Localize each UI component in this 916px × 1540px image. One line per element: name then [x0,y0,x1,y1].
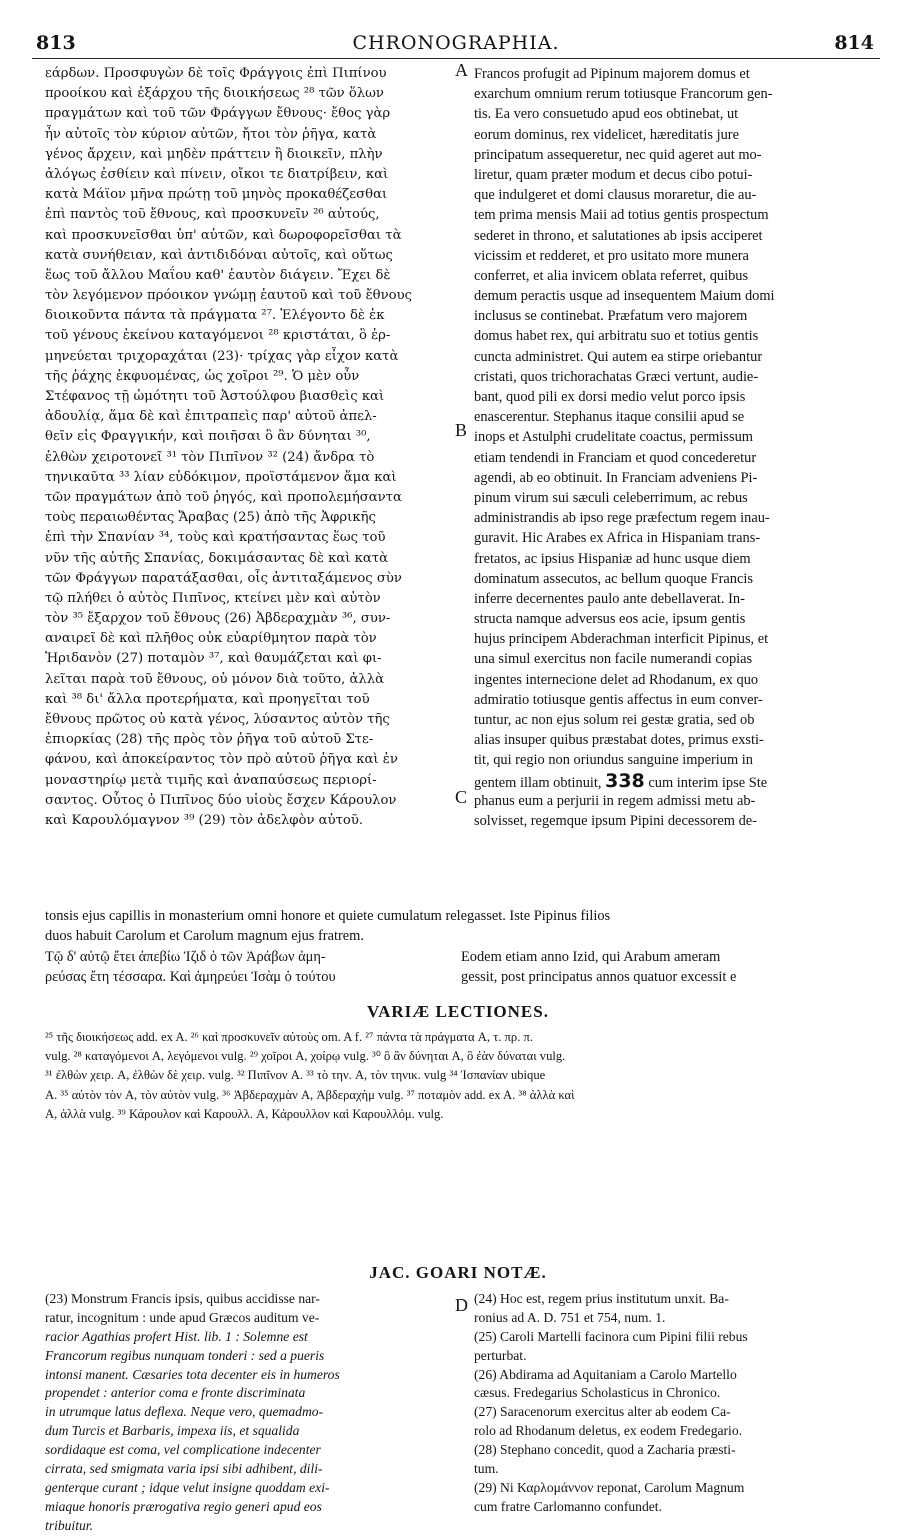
greek-text-line: ἀδουλίᾳ, ἅμα δὲ καὶ ἐπιτραπεὶς παρ' αὐτοῦ ἀπελ- [45,409,377,425]
greek-text-line: τοὺς περαιωθέντας Ἄραβας (25) ἀπὸ τῆς Ἀφρικῆς [45,510,376,526]
latin-text-line: tis. Ea vero consuetudo apud eos obtinebat, ut [474,106,739,123]
greek-text-line: καὶ ³⁸ δι' ἄλλα προτερήματα, καὶ προηγεῖται τοῦ [45,691,370,707]
latin-text-line: solvisset, regemque ipsum Pipini decessorem de- [474,812,757,829]
greek-text-line: ἀλόγως ἐσθίειν καὶ πίνειν, οἴκοι τε διατρίβειν, καὶ [45,166,389,182]
greek-text-line: τῶν Φράγγων παρατάξασθαι, οἷς ἀντιταξάμενος σὺν [45,570,402,586]
greek-text-line: τοῦ γένους ἐκείνου καταγόμενοι ²⁸ κριστάται, ὃ ἑρ- [45,328,391,344]
latin-text-line: eorum dominus, rex videlicet, hæreditatis jure [474,126,739,143]
running-head [32,28,880,59]
latin-text-line: domus habet rex, qui arbitratu suo et totius gentis [474,328,759,345]
greek-text-line: τὸν ³⁵ ἔξαρχον τοῦ ἔθνους (26) Ἀβδεραχμὰν ³⁶, συν- [45,611,391,627]
page-number-right: 814 [834,32,874,54]
greek-text-line: ἕως τοῦ ἄλλου Μαΐου καθ' ἑαυτὸν διάγειν. Ἔχει δὲ [45,267,391,283]
note-line: in utrumque latus deflexa. Neque vero, quemadmo- [45,1404,324,1420]
note-line: cirrata, sed smigmata varia ipsi sibi adhibent, dili- [45,1461,323,1477]
latin-text-line: una simul exercitus non facile numerandi copias [474,651,753,668]
note-line: Francorum regibus nunquam tonderi : sed a pueris [45,1347,325,1363]
note-line: racior Agathias profert Hist. lib. 1 : Solemne est [45,1328,308,1344]
greek-text-line: θεῖν εἰς Φραγγικήν, καὶ ποιῆσαι ὃ ἂν δύνηται ³⁰, [45,429,371,445]
note-line: cum fratre Carlomanno confundet. [474,1498,662,1514]
note-line: tum. [474,1461,499,1477]
variant-reading-line: vulg. ²⁸ καταγόμενοι A, λεγόμενοι vulg. ²⁹ χοῖροι A, χοίρῳ vulg. ³⁰ ὃ ἂν δύνηται A, ὃ ἐὰν δύναται vulg. [45,1049,566,1064]
latin-text-line: cristati, quos trichorachatas Græci vertunt, audie- [474,368,759,385]
full-width-line: duos habuit Carolum et Carolum magnum ejus fratrem. [45,928,364,944]
greek-text-line: εάρδων. Προσφυγὼν δὲ τοῖς Φράγγοις ἐπὶ Πιπίνου [45,66,387,81]
variant-reading-line: A. ³⁵ αὐτὸν τὸν A, τὸν αὐτὸν vulg. ³⁶ Ἀβδεραχμὰν A, Ἀβδεραχὴμ vulg. ³⁷ ποταμὸν add. ex A. ³⁸ ἀλλὰ καὶ [45,1087,575,1102]
page-number-left: 813 [36,32,76,54]
latin-text-line: dominatum assecutos, ac bellum quoque Francis [474,570,753,587]
greek-text-line: γένος ἄρχειν, καὶ μηδὲν πράττειν ἢ διοικεῖν, πλὴν [45,146,383,162]
latin-text-line: que indulgeret et domi clausus moraretur, die au- [474,187,757,204]
latin-text-line: admiratio totiusque gentis affectus in eum conver- [474,691,763,708]
continuation-block [45,947,881,987]
latin-text-line: structa namque adversus eos acie, ipsum gentis [474,611,746,628]
latin-text-line: vicissim et redderet, et pro usitato more munera [474,247,749,264]
greek-text-line: Ἠριδανὸν (27) ποταμὸν ³⁷, καὶ θαυμάζεται καὶ φι- [45,651,382,667]
latin-text-line: demum peractis usque ad insequentem Maium domi [474,288,775,305]
latin-text-line: tit, qui regio non oriundus sanguine imperium in [474,752,753,769]
note-line: rolo ad Rhodanum deletus, ex eodem Fredegario. [474,1423,743,1439]
latin-text-line: agendi, ab eo obtinuit. In Franciam adveniens Pi- [474,469,758,486]
full-width-line: tonsis ejus capillis in monasterium omni honore et quiete cumulatum relegasset. Iste Pipinus filios [45,908,611,924]
note-line: intonsi manent. Cæsaries tota decenter eis in humeros [45,1366,340,1382]
greek-text-line: λεῖται παρὰ τοῦ ἔθνους, οὐ μόνον διὰ τοῦτο, ἀλλὰ [45,671,384,687]
variant-reading-line: A, ἀλλὰ vulg. ³⁹ Κάρουλον καὶ Καρουλλ. A, Κάρουλλον καὶ Καρουλλόμ. vulg. [45,1106,444,1121]
latin-text-line: etiam tendendi in Franciam et quod concederetur [474,449,757,466]
greek-text-line: ἦν αὐτοῖς τὸν κύριον αὐτῶν, ἤτοι τὸν ῥῆγα, κατὰ [45,126,377,142]
latin-text-line: ingentes internecione delet ad Rhodanum, ex quo [474,671,759,688]
notes-heading: JAC. GOARI NOTÆ. [369,1263,547,1282]
greek-tail-line: Τῷ δ' αὐτῷ ἔτει ἀπεβίω Ἰζιδ ὁ τῶν Ἀράβων ἀμη- [45,949,326,965]
note-line: sordidaque est coma, vel complicatione indecenter [45,1442,321,1458]
note-line: ratur, incognitum : unde apud Græcos auditum ve- [45,1309,320,1325]
note-line: miaque honoris prærogativa regio generi apud eos [45,1498,322,1514]
greek-text-line: τῷ πλήθει ὁ αὐτὸς Πιπῖνος, κτείνει μὲν καὶ αὐτὸν [45,590,381,606]
latin-text-line: administrandis ab ipso rege præfectum regem inau- [474,510,770,527]
note-line: propendet : anterior coma e fronte discriminata [45,1385,306,1401]
greek-tail-line: ρεύσας ἔτη τέσσαρα. Καὶ ἀμηρεύει Ἰσὰμ ὁ τούτου [45,969,336,985]
latin-tail-line: Eodem etiam anno Izid, qui Arabum ameram [461,949,721,965]
note-line: (26) Abdirama ad Aquitaniam a Carolo Martello [474,1366,737,1382]
latin-text-column [474,64,881,831]
greek-text-line: κατὰ συνήθειαν, καὶ ἀντιδιδόναι αὐτοῖς, καὶ οὕτως [45,247,393,263]
column-marker-a: A [455,60,468,80]
variant-reading-line: ³¹ ἐλθὼν χειρ. A, ἐλθὼν δὲ χειρ. vulg. ³² Πιπῖνον A. ³³ τὸ την. A, τὸν τηνικ. vulg ³⁴ Ἰσπανίαν ubique [45,1068,546,1083]
notes-left-column [45,1290,455,1536]
greek-text-line: μηνεύεται τριχοραχάται (23)· τρίχας γὰρ εἶχον κατὰ [45,348,399,364]
greek-text-column [45,64,455,831]
note-line: (25) Caroli Martelli facinora cum Pipini filii rebus [474,1328,748,1344]
latin-text-line: cuncta administret. Qui autem ea stirpe oriebantur [474,348,763,365]
latin-text-line: hujus principem Abderachman interficit Pipinus, et [474,631,769,648]
latin-text-line: phanus eum a perjurii in regem admissi metu ab- [474,792,756,809]
latin-text-fragment: cum interim ipse Ste [644,774,768,791]
note-line: (23) Monstrum Francis ipsis, quibus accidisse nar- [45,1291,320,1306]
running-title: CHRONOGRAPHIA. [352,32,560,54]
notes-right-column [474,1290,881,1517]
latin-text-line: sederet in throno, et salutationes ab ipsis acciperet [474,227,763,244]
latin-text-line: principatum assequeretur, nec quid ageret aut mo- [474,146,762,163]
greek-text-line: τηνικαῦτα ³³ λίαν εὐδόκιμον, προϊστάμενον ἅμα καὶ [45,469,397,485]
column-marker-b: B [455,420,468,440]
greek-text-line: ἔθνους πρῶτος οὐ κατὰ γένος, λύσαντος αὐτὸν τῆς [45,712,390,727]
note-line: (28) Stephano concedit, quod a Zacharia præsti- [474,1442,736,1458]
greek-text-line: μοναστηρίῳ μετὰ τιμῆς καὶ ἀναπαύσεως περιορί- [45,772,377,788]
note-line: ronius ad A. D. 751 et 754, num. 1. [474,1309,666,1325]
greek-text-line: διοικοῦντα πάντα τὰ πράγματα ²⁷. Ἐλέγοντο δὲ ἐκ [45,308,385,324]
greek-text-line: προοίκου καὶ ἐξάρχου τῆς διοικήσεως ²⁸ τῶν ὅλων [45,86,384,102]
inline-column-number: 338 [605,770,645,791]
varia-heading: VARIÆ LECTIONES. [367,1002,549,1021]
note-line: (29) Ni Καρλομάννον reponat, Carolum Magnum [474,1479,745,1495]
greek-text-line: πραγμάτων καὶ τοῦ τῶν Φράγγων ἔθνους· ἔθος γὰρ [45,106,391,122]
note-line: cæsus. Fredegarius Scholasticus in Chronico. [474,1385,721,1401]
note-line: (24) Hoc est, regem prius institutum unxit. Ba- [474,1291,729,1306]
greek-text-line: ἐπὶ παντὸς τοῦ ἔθνους, καὶ προσκυνεῖν ²⁶ αὐτούς, [45,207,380,223]
variant-readings [45,1028,881,1124]
greek-text-line: τῆς ῥάχης ἐκφυομένας, ὡς χοῖροι ²⁹. Ὁ μὲν οὖν [45,368,360,384]
latin-text-line: tem prima mensis Maii ad totius gentis prospectum [474,207,769,224]
greek-text-line: καὶ Καρουλόμαγνον ³⁹ (29) τὸν ἀδελφὸν αὐτοῦ. [45,812,364,828]
note-line: genterque curant ; idque velut insigne quoddam exi- [45,1479,330,1495]
greek-text-line: αναιρεῖ δὲ καὶ πλῆθος οὐκ εὐαρίθμητον παρὰ τὸν [45,631,377,647]
greek-text-line: νῦν τῆς αὐτῆς Σπανίας, δοκιμάσαντας δὲ καὶ κατὰ [45,550,389,566]
greek-text-line: ἐλθὼν χειροτονεῖ ³¹ τὸν Πιπῖνον ³² (24) ἄνδρα τὸ [45,449,375,465]
latin-text-line: inclusus se continebat. Præfatum vero majorem [474,308,748,325]
latin-text-line [474,771,881,791]
latin-text-line: conferret, et alia invicem oblata referret, quibus [474,267,749,284]
latin-text-line: tuntur, ac non ejus solum rei gestæ gratia, sed ob [474,712,755,728]
full-width-latin-text [45,906,881,946]
latin-text-line: inferre decernentes paulo ante debellaverat. In- [474,590,745,607]
column-marker-d: D [455,1295,468,1315]
greek-text-line: τῶν πραγμάτων ἀπὸ τοῦ ῥηγός, καὶ προπολεμήσαντα [45,489,402,505]
greek-text-line: ἐπὶ τὴν Σπανίαν ³⁴, τοὺς καὶ κρατήσαντας ἕως τοῦ [45,530,386,546]
greek-text-line: καὶ προσκυνεῖσθαι ὑπ' αὐτῶν, καὶ δωροφορεῖσθαι τὰ [45,227,402,243]
greek-text-line: Στέφανος τῇ ὠμότητι τοῦ Ἀστούλφου βιασθεὶς καὶ [45,389,385,404]
note-line: dum Turcis et Barbaris, impexa iis, et squalida [45,1423,300,1439]
greek-text-line: κατὰ Μάϊον μῆνα πρώτῃ τοῦ μηνὸς προκαθέζεσθαι [45,187,388,203]
greek-text-line: τὸν λεγόμενον πρόοικον γνώμῃ ἑαυτοῦ καὶ τοῦ ἔθνους [45,288,412,304]
latin-text-line: bant, quod pili ex dorsi medio velut porco ipsis [474,389,746,405]
note-line: perturbat. [474,1347,527,1363]
note-line: (27) Saracenorum exercitus alter ab eodem Ca- [474,1404,731,1420]
latin-text-line: guravit. Hic Arabes ex Africa in Hispaniam trans- [474,530,761,547]
latin-text-line: enascerentur. Stephanus itaque consilii apud se [474,409,745,426]
latin-text-fragment: gentem illam obtinuit, [474,774,606,791]
column-marker-c: C [455,787,468,807]
variant-reading-line: ²⁵ τῆς διοικήσεως add. ex A. ²⁶ καὶ προσκυνεῖν αὐτοὺς om. A f. ²⁷ πάντα τὰ πράγματα A, τ. πρ. π. [45,1030,533,1044]
greek-text-line: σαντος. Οὗτος ὁ Πιπῖνος δύο υἱοὺς ἔσχεν Κάρουλον [45,792,397,808]
note-line: tribuitur. [45,1517,93,1533]
latin-tail-line: gessit, post principatus annos quatuor excessit e [461,969,737,985]
latin-text-line: exarchum omnium rerum totiusque Francorum gen- [474,86,773,103]
greek-text-line: φάνου, καὶ ἀποκείραντος τὸν πρὸ αὐτοῦ ῥῆγα καὶ ἐν [45,752,398,768]
latin-text-line: pinum virum sui sæculi celeberrimum, ac rebus [474,489,748,506]
latin-text-line: fretatos, ac ipsius Hispaniæ ad hunc usque diem [474,550,751,567]
latin-text-line: inops et Astulphi crudelitate coactus, permissum [474,429,753,446]
latin-text-line: Francos profugit ad Pipinum majorem domus et [474,66,750,82]
greek-text-line: ἐπιορκίας (28) τῆς πρὸς τὸν ῥῆγα τοῦ αὐτοῦ Στε- [45,732,374,748]
latin-text-line: liretur, quam præter modum et decus cibo potui- [474,166,753,183]
latin-text-line: alias insuper quibus præstabat dotes, primus exsti- [474,732,764,749]
